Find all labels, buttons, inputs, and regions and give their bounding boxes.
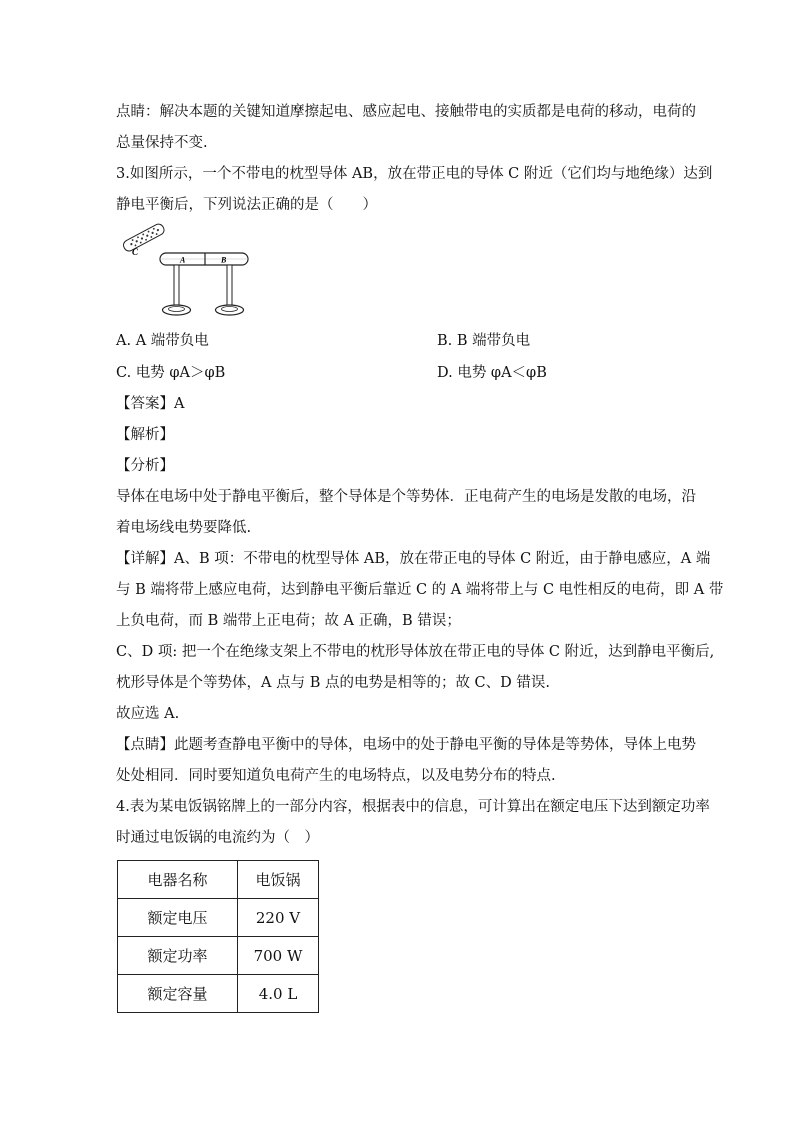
table-row bbox=[118, 899, 319, 937]
table-cell: 额定容量 bbox=[118, 975, 238, 1013]
text-line: 导体在电场中处于静电平衡后，整个导体是个等势体．正电荷产生的电场是发散的电场，沿 bbox=[116, 489, 696, 505]
fenxi-heading: 【分析】 bbox=[116, 458, 174, 474]
question-4-stem: 4.表为某电饭锅铭牌上的一部分内容，根据表中的信息，可计算出在额定电压下达到额定功率 bbox=[116, 799, 710, 815]
label-a: A bbox=[180, 255, 186, 265]
text-line: 点睛：解决本题的关键知道摩擦起电、感应起电、接触带电的实质都是电荷的移动，电荷的 bbox=[116, 104, 696, 120]
comment-line: 【点睛】此题考查静电平衡中的导体，电场中的处于静电平衡的导体是等势体，导体上电势 bbox=[116, 737, 696, 753]
insulating-stand-left bbox=[163, 265, 191, 315]
charged-rod-c bbox=[122, 222, 166, 252]
option-d: D. 电势 φA＜φB bbox=[437, 365, 547, 381]
label-b: B bbox=[221, 255, 227, 265]
conductor-figure bbox=[114, 222, 264, 322]
detail-line: 与 B 端将带上感应电荷，达到静电平衡后靠近 C 的 A 端将带上与 C 电性相反的电荷，即 A 带 bbox=[116, 582, 724, 598]
table-cell: 额定电压 bbox=[118, 899, 238, 937]
table-cell: 额定功率 bbox=[118, 937, 238, 975]
table-row bbox=[118, 937, 319, 975]
conclusion-line: 故应选 A. bbox=[116, 706, 180, 722]
text-line: 总量保持不变. bbox=[116, 135, 208, 151]
detail-line: 枕形导体是个等势体，A 点与 B 点的电势是相等的；故 C、D 错误. bbox=[116, 675, 550, 691]
table-cell: 700 W bbox=[238, 937, 319, 975]
analysis-heading: 【解析】 bbox=[116, 427, 174, 443]
rice-cooker-spec-table bbox=[117, 860, 319, 1013]
question-3-stem: 3.如图所示，一个不带电的枕型导体 AB，放在带正电的导体 C 附近（它们均与地绝缘）达到 bbox=[116, 166, 713, 182]
table-cell: 电器名称 bbox=[118, 861, 238, 899]
detail-line: 上负电荷，而 B 端带上正电荷；故 A 正确，B 错误； bbox=[116, 613, 461, 629]
table-cell: 电饭锅 bbox=[238, 861, 319, 899]
table-row bbox=[118, 975, 319, 1013]
option-b: B. B 端带负电 bbox=[437, 333, 531, 349]
insulating-stand-right bbox=[216, 265, 244, 315]
label-c: C bbox=[132, 247, 139, 257]
text-line: 着电场线电势要降低. bbox=[116, 520, 252, 536]
answer-line: 【答案】A bbox=[116, 396, 185, 412]
table-cell: 4.0 L bbox=[238, 975, 319, 1013]
comment-line: 处处相同．同时要知道负电荷产生的电场特点，以及电势分布的特点. bbox=[116, 768, 556, 784]
question-4-stem: 时通过电饭锅的电流约为（ ） bbox=[116, 830, 319, 846]
option-a: A. A 端带负电 bbox=[116, 333, 209, 349]
option-c: C. 电势 φA＞φB bbox=[116, 365, 226, 381]
detail-line: C、D 项: 把一个在绝缘支架上不带电的枕形导体放在带正电的导体 C 附近，达到静电平衡后, bbox=[116, 644, 715, 660]
table-cell: 220 V bbox=[238, 899, 319, 937]
detail-line: 【详解】A、B 项：不带电的枕型导体 AB，放在带正电的导体 C 附近，由于静电感应，A 端 bbox=[116, 551, 711, 567]
table-row bbox=[118, 861, 319, 899]
question-3-stem: 静电平衡后，下列说法正确的是（ ） bbox=[116, 197, 377, 213]
